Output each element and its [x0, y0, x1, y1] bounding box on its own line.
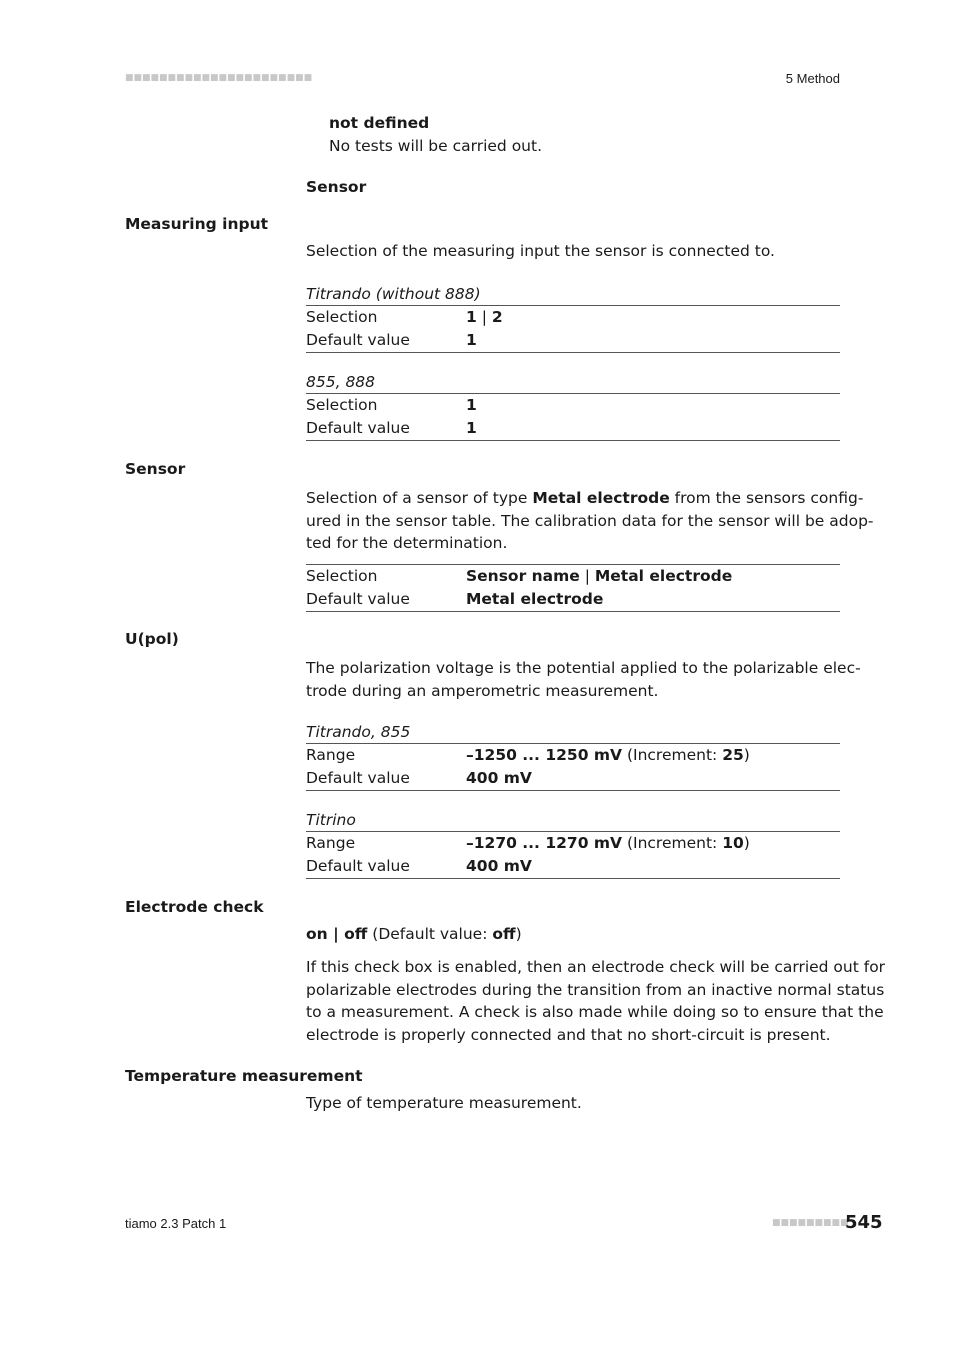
row-key: Selection: [306, 308, 378, 326]
table-row: [306, 855, 840, 878]
chapter-title: 5 Method: [785, 71, 840, 86]
row-value: Sensor name | Metal electrode: [466, 567, 733, 585]
row-key: Default value: [306, 419, 410, 437]
table-row: [306, 588, 840, 611]
temperature-heading: Temperature measurement: [125, 1067, 363, 1085]
electrode-check-desc: If this check box is enabled, then an electrode check will be carried out for polarizable electrodes during the transition from an inactive normal status to a measurement. A check is also made while doing so to ensure that the electrode is properly connected and that no short-circuit is present.: [306, 958, 886, 1045]
table-row: [306, 767, 840, 790]
row-value: –1250 ... 1250 mV (Increment: 25): [466, 746, 750, 764]
row-value: –1270 ... 1270 mV (Increment: 10): [466, 834, 750, 852]
temperature-desc: Type of temperature measurement.: [306, 1094, 582, 1112]
table-row: [306, 744, 840, 767]
row-key: Default value: [306, 590, 410, 608]
measuring-input-desc: Selection of the measuring input the sensor is connected to.: [306, 242, 775, 260]
table-row: [306, 394, 840, 417]
table-caption: Titrando, 855: [306, 721, 840, 744]
table-row: [306, 329, 840, 352]
table-row: [306, 306, 840, 329]
upol-table-titrino: [306, 809, 840, 879]
sensor-heading: Sensor: [125, 460, 186, 478]
row-value: 1 | 2: [466, 308, 503, 326]
option-not-defined-desc: No tests will be carried out.: [329, 137, 543, 155]
row-key: Range: [306, 834, 356, 852]
option-not-defined: not defined: [329, 114, 430, 132]
row-key: Default value: [306, 331, 410, 349]
table-row: [306, 565, 840, 588]
table-row: [306, 832, 840, 855]
measuring-input-table-titrando: [306, 283, 840, 353]
upol-heading: U(pol): [125, 630, 179, 648]
row-value: 400 mV: [466, 857, 532, 875]
table-row: [306, 417, 840, 440]
footer-decoration: ■■■■■■■■■: [772, 1218, 849, 1228]
row-key: Selection: [306, 567, 378, 585]
table-caption: 855, 888: [306, 371, 840, 394]
electrode-check-options: on | off (Default value: off): [306, 925, 522, 943]
row-key: Selection: [306, 396, 378, 414]
upol-table-titrando: [306, 721, 840, 791]
row-value: 1: [466, 419, 477, 437]
upol-desc: The polarization voltage is the potential applied to the polarizable elec- trode during an amperometric measurement.: [306, 659, 861, 700]
footer-product: tiamo 2.3 Patch 1: [125, 1216, 227, 1231]
measuring-input-heading: Measuring input: [125, 215, 269, 233]
table-caption: Titrando (without 888): [306, 283, 840, 306]
row-key: Range: [306, 746, 356, 764]
sensor-table: [306, 564, 840, 612]
row-value: 1: [466, 396, 477, 414]
table-caption: Titrino: [306, 809, 840, 832]
sensor-desc: Selection of a sensor of type Metal electrode from the sensors config- ured in the sensor table. The calibration data for the sensor will be adop- ted for the determination.: [306, 489, 874, 553]
row-value: 1: [466, 331, 477, 349]
electrode-check-heading: Electrode check: [125, 898, 264, 916]
row-value: Metal electrode: [466, 590, 604, 608]
row-key: Default value: [306, 769, 410, 787]
sensor-subheading: Sensor: [306, 178, 367, 196]
row-key: Default value: [306, 857, 410, 875]
page-number: 545: [845, 1212, 883, 1233]
row-value: 400 mV: [466, 769, 532, 787]
header-decoration: ■■■■■■■■■■■■■■■■■■■■■■: [125, 73, 313, 83]
measuring-input-table-855: [306, 371, 840, 441]
